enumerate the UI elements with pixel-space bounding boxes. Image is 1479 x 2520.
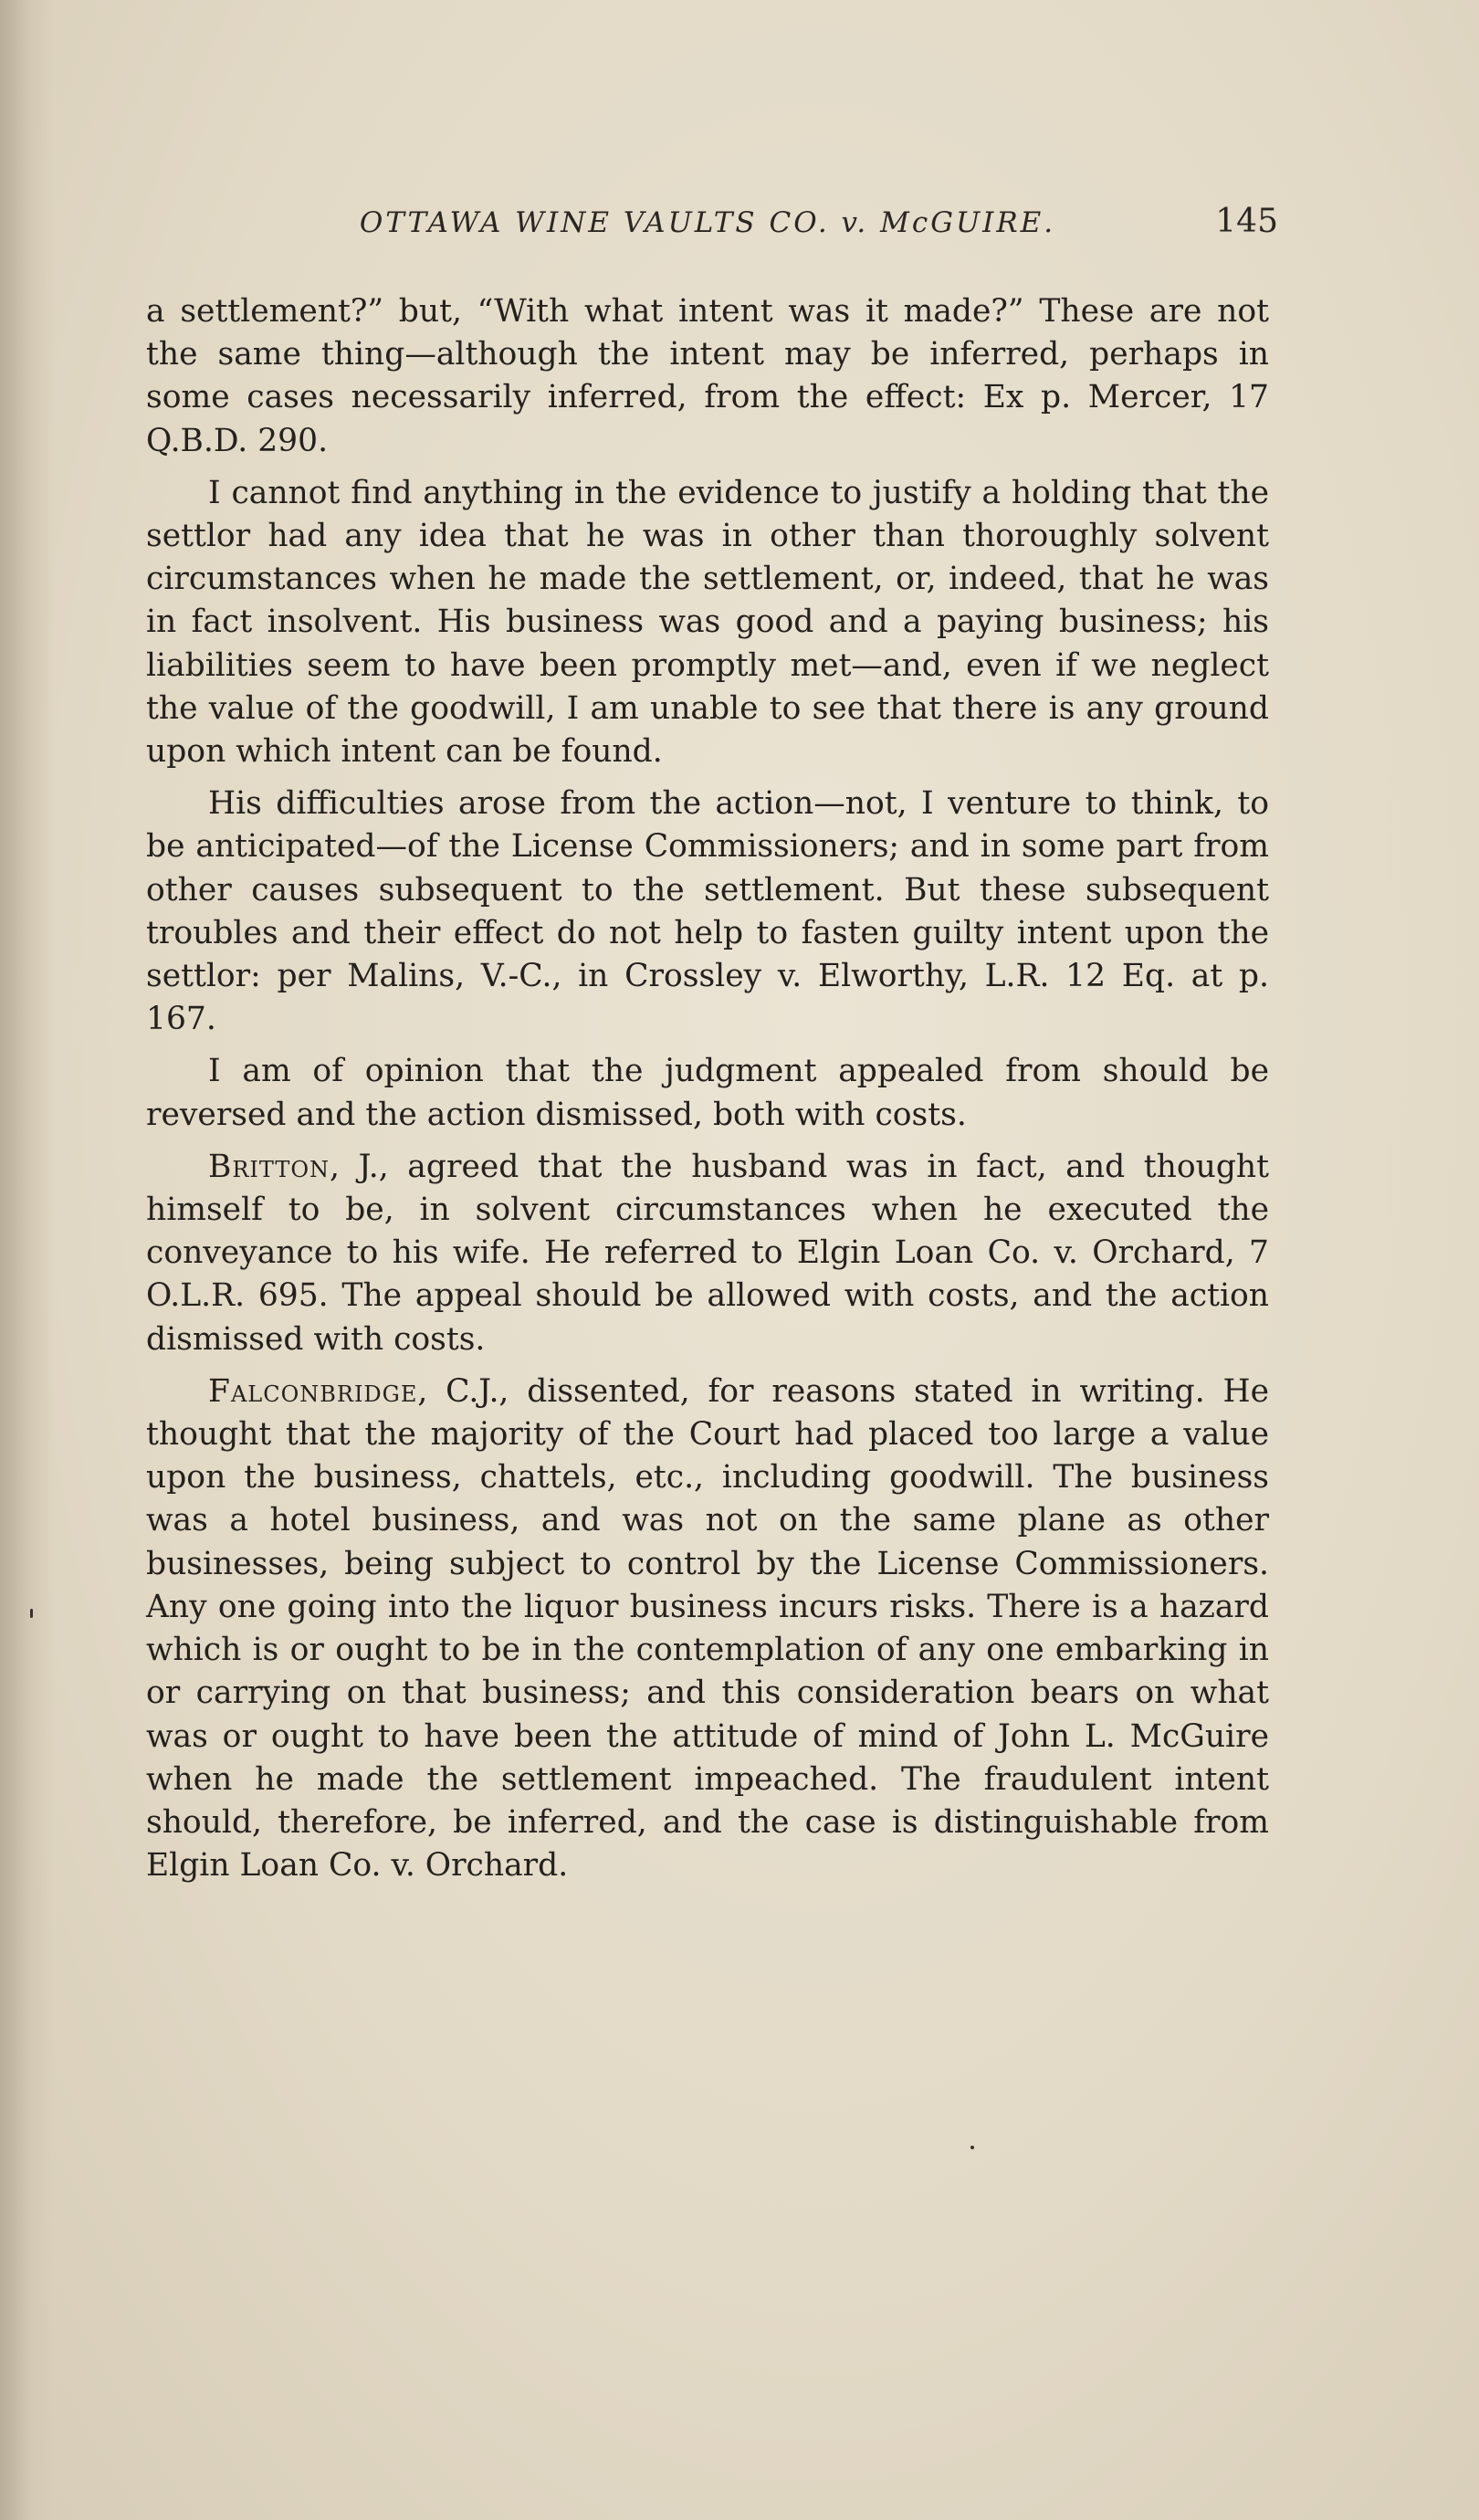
running-head — [146, 203, 1278, 254]
gutter-shadow — [0, 0, 55, 2520]
paragraph-5-text: , J., agreed that the husband was in fact, and thought himself to be, in solvent circumstances when he executed the conveyance to his wife. He referred to Elgin Loan Co. v. Orchard, 7 O.L.R. 695. The appeal should be allowed with costs, and the action dismissed with costs. — [146, 1148, 1269, 1358]
paragraph-1: a settlement?” but, “With what intent was it made?” These are not the same thing—although the intent may be inferred, perhaps in some cases necessarily inferred, from the effect: Ex p. Mercer, 17 Q.B.D. 290. — [146, 293, 1269, 459]
paragraph-3: His difficulties arose from the action—not, I venture to think, to be anticipated—of the License Commissioners; and in some part from other causes subsequent to the settlement. But these subsequent troubles and their effect do not help to fasten guilty intent upon the settlor: per Malins, V.-C., in Crossley v. Elworthy, L.R. 12 Eq. at p. 167. — [146, 785, 1269, 1038]
page-number: 145 — [1215, 203, 1278, 240]
running-title: OTTAWA WINE VAULTS CO. v. McGUIRE. — [359, 206, 1056, 239]
body-text — [146, 290, 1269, 1896]
paragraph-6-text: , C.J., dissented, for reasons stated in writing. He thought that the majority of the Court had placed too large a value upon the business, chattels, etc., including goodwill. The business was a hotel business, and was not on the same plane as other businesses, being subject to control by the License Commissioners. Any one going into the liquor business incurs risks. There is a hazard which is or ought to be in the contemplation of any one embarking in or carrying on that business; and this consideration bears on what was or ought to have been the attitude of mind of John L. McGuire when he made the settlement impeached. The fraudulent intent should, therefore, be inferred, and the case is distinguishable from Elgin Loan Co. v. Orchard. — [146, 1372, 1269, 1885]
paragraph-4: I am of opinion that the judgment appealed from should be reversed and the action dismissed, both with costs. — [146, 1053, 1269, 1133]
paper-speck — [970, 2146, 974, 2149]
paragraph-2: I cannot find anything in the evidence to justify a holding that the settlor had any idea that he was in other than thoroughly solvent circumstances when he made the settlement, or, indeed, that he was in fact insolvent. His business was good and a paying business; his liabilities seem to have been promptly met—and, even if we neglect the value of the goodwill, I am unable to see that there is any ground upon which intent can be found. — [146, 474, 1269, 771]
judge-name-falconbridge: Falconbridge — [208, 1372, 418, 1410]
paper-speck — [30, 1609, 33, 1618]
judge-name-britton: Britton — [208, 1148, 330, 1185]
paragraph-5 — [146, 1146, 1269, 1361]
paragraph-6 — [146, 1370, 1269, 1887]
